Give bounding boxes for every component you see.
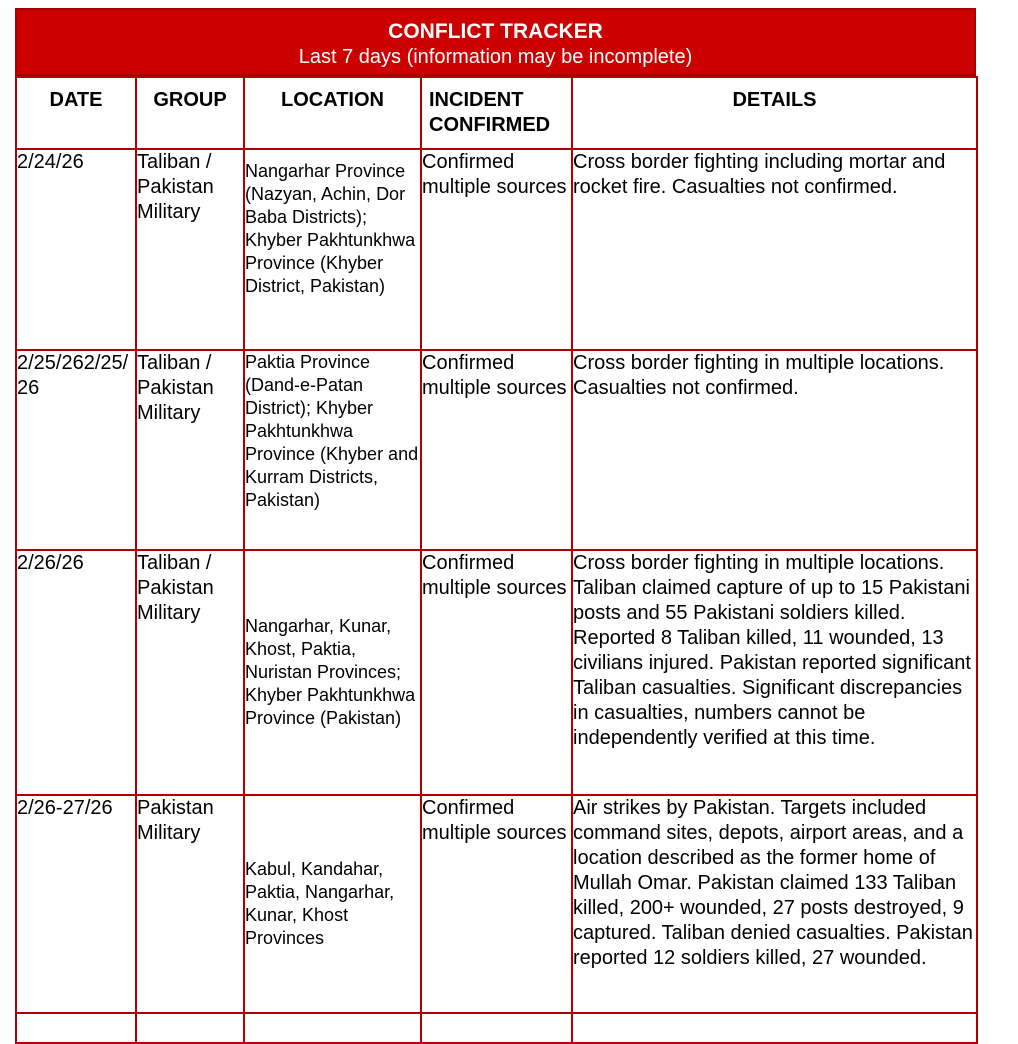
cell-empty: [572, 1013, 977, 1043]
cell-location: Paktia Province (Dand-e-Patan District); Khyber Pakhtunkhwa Province (Khyber and Kurram Districts, Pakistan): [244, 350, 421, 550]
cell-date: 2/26/26: [16, 550, 136, 795]
tracker-subtitle: Last 7 days (information may be incomplete): [298, 46, 693, 68]
cell-group: Pakistan Military: [136, 795, 244, 1013]
table-row: [16, 550, 977, 795]
table-row: [16, 149, 977, 350]
cell-empty: [421, 1013, 572, 1043]
cell-group: Taliban / Pakistan Military: [136, 350, 244, 550]
cell-date: 2/25/262/25/26: [16, 350, 136, 550]
col-header-details: DETAILS: [572, 77, 977, 149]
cell-date: 2/24/26: [16, 149, 136, 350]
table-row: [16, 350, 977, 550]
col-header-group: GROUP: [136, 77, 244, 149]
cell-empty: [16, 1013, 136, 1043]
cell-location: Kabul, Kandahar, Paktia, Nangarhar, Kunar, Khost Provinces: [244, 795, 421, 1013]
cell-details: Cross border fighting in multiple locations. Casualties not confirmed.: [572, 350, 977, 550]
col-header-location: LOCATION: [244, 77, 421, 149]
cell-confirmed: Confirmed multiple sources: [421, 350, 572, 550]
cell-date: 2/26-27/26: [16, 795, 136, 1013]
tracker-banner: [15, 8, 976, 76]
tracker-title: CONFLICT TRACKER: [388, 20, 603, 43]
cell-details: Air strikes by Pakistan. Targets included command sites, depots, airport areas, and a location described as the former home of Mullah Omar. Pakistan claimed 133 Taliban killed, 200+ wounded, 27 posts destroyed, 9 captured. Taliban denied casualties. Pakistan reported 12 soldiers killed, 27 wounded.: [572, 795, 977, 1013]
cell-confirmed: Confirmed multiple sources: [421, 149, 572, 350]
cell-details: Cross border fighting including mortar and rocket fire. Casualties not confirmed.: [572, 149, 977, 350]
conflict-table: [15, 76, 978, 1044]
table-row: [16, 795, 977, 1013]
cell-location: Nangarhar Province (Nazyan, Achin, Dor Baba Districts); Khyber Pakhtunkhwa Province (Khyber District, Pakistan): [244, 149, 421, 350]
cell-group: Taliban / Pakistan Military: [136, 149, 244, 350]
cell-group: Taliban / Pakistan Military: [136, 550, 244, 795]
table-row-partial: [16, 1013, 977, 1043]
cell-location: Nangarhar, Kunar, Khost, Paktia, Nuristan Provinces; Khyber Pakhtunkhwa Province (Pakistan): [244, 550, 421, 795]
cell-empty: [244, 1013, 421, 1043]
cell-details: Cross border fighting in multiple locations. Taliban claimed capture of up to 15 Pakistani posts and 55 Pakistani soldiers killed. Reported 8 Taliban killed, 11 wounded, 13 civilians injured. Pakistan reported significant Taliban casualties. Significant discrepancies in casualties, numbers cannot be independently verified at this time.: [572, 550, 977, 795]
col-header-confirmed: INCIDENT CONFIRMED: [421, 77, 572, 149]
cell-confirmed: Confirmed multiple sources: [421, 795, 572, 1013]
header-row: [16, 77, 977, 149]
cell-confirmed: Confirmed multiple sources: [421, 550, 572, 795]
cell-empty: [136, 1013, 244, 1043]
col-header-date: DATE: [16, 77, 136, 149]
